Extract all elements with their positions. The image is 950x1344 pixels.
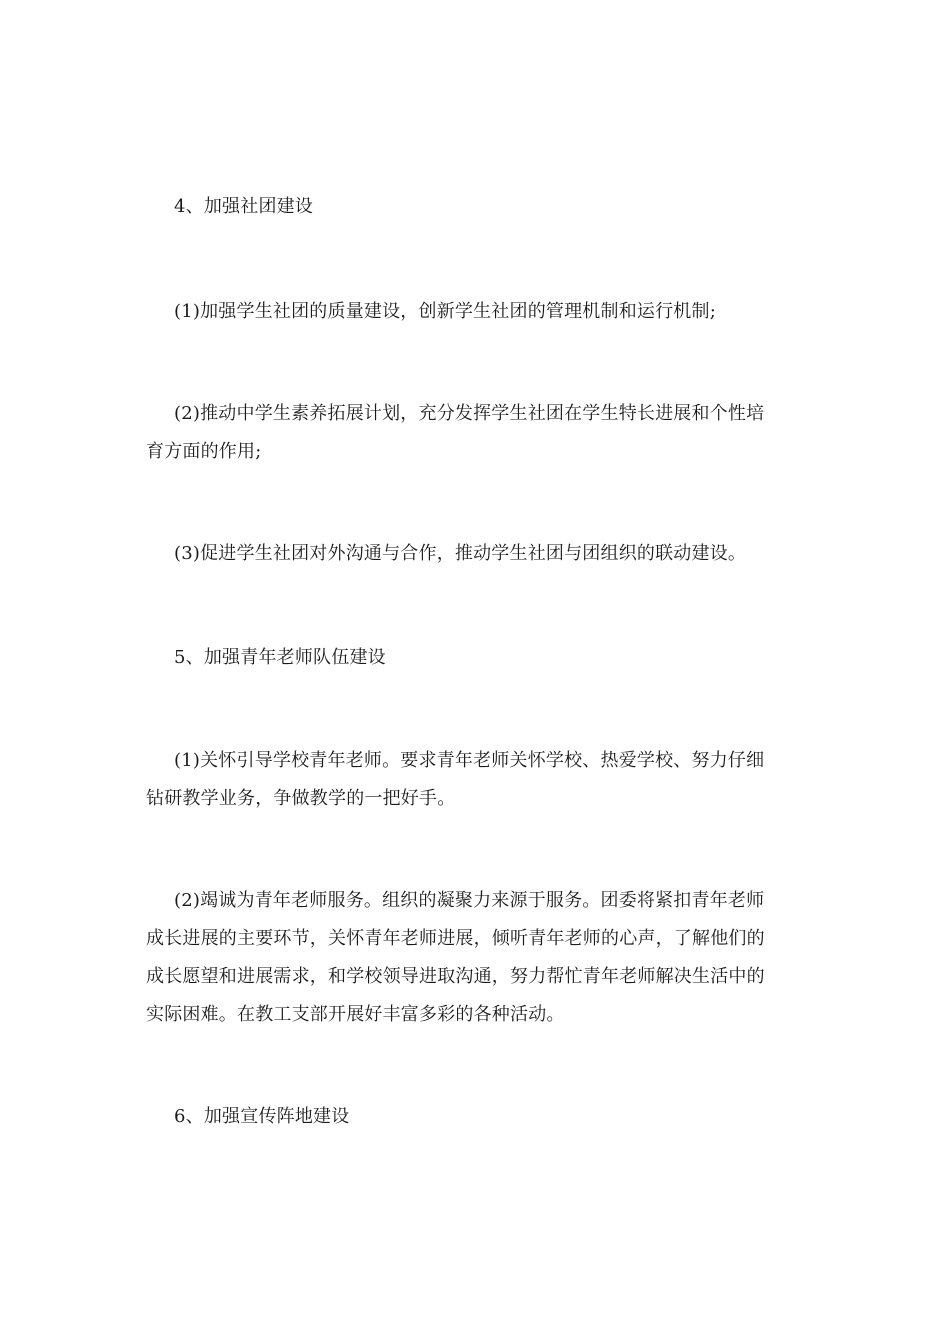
paragraph-5-2-line-2: 成长进展的主要环节，关怀青年老师进展，倾听青年老师的心声，了解他们的 <box>146 928 765 949</box>
paragraph-4-3: (3)促进学生社团对外沟通与合作，推动学生社团与团组织的联动建设。 <box>174 543 747 564</box>
section-heading-6: 6、加强宣传阵地建设 <box>174 1106 350 1127</box>
paragraph-4-2-line-2: 育方面的作用; <box>146 441 262 462</box>
section-heading-4: 4、加强社团建设 <box>174 196 314 217</box>
paragraph-4-2-line-1: (2)推动中学生素养拓展计划，充分发挥学生社团在学生特长进展和个性培 <box>174 403 765 424</box>
section-heading-5: 5、加强青年老师队伍建设 <box>174 647 386 668</box>
paragraph-5-2-line-4: 实际困难。在教工支部开展好丰富多彩的各种活动。 <box>146 1004 565 1025</box>
paragraph-5-1-line-1: (1)关怀引导学校青年老师。要求青年老师关怀学校、热爱学校、努力仔细 <box>174 750 765 771</box>
paragraph-5-2-line-3: 成长愿望和进展需求，和学校领导进取沟通，努力帮忙青年老师解决生活中的 <box>146 966 765 987</box>
paragraph-4-1: (1)加强学生社团的质量建设，创新学生社团的管理机制和运行机制; <box>174 301 716 322</box>
paragraph-5-1-line-2: 钻研教学业务，争做教学的一把好手。 <box>146 788 456 809</box>
paragraph-5-2-line-1: (2)竭诚为青年老师服务。组织的凝聚力来源于服务。团委将紧扣青年老师 <box>174 890 765 911</box>
